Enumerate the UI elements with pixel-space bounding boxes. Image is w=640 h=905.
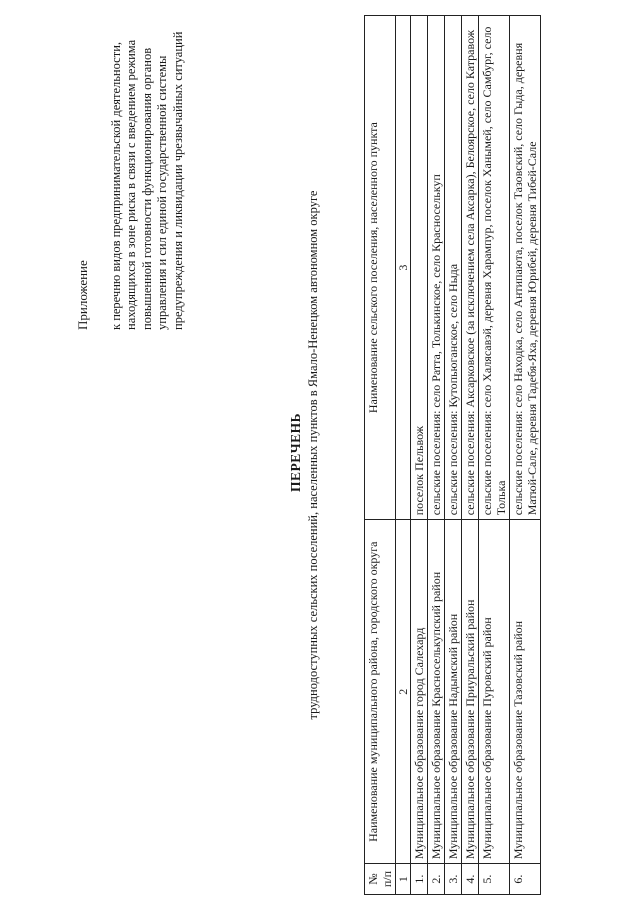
row-settlements: сельские поселения: село Ратта, Толькинское, село Красноселькуп xyxy=(428,16,445,520)
row-settlements: сельские поселения: село Халясавэй, деревня Харампур, поселок Ханымей, село Самбург, село Толька xyxy=(479,16,510,520)
table-row xyxy=(411,16,428,895)
row-settlements: сельские поселения: село Находка, село Антипаюта, поселок Тазовский, село Гыда, деревня Матюй-Сале, деревня Тадебя-Яха, деревня Юрибей, деревня Тибей-Сале xyxy=(510,16,541,520)
row-municipality: Муниципальное образование Красноселькупский район xyxy=(428,520,445,864)
row-municipality: Муниципальное образование Надымский район xyxy=(445,520,462,864)
appendix-text: к перечню видов предпринимательской деятельности, находящихся в зоне риска в связи с введением режима повышенной готовности функционирования органов управления и сил единой государственной системы предупреждения и ликвидации чрезвычайных ситуаций xyxy=(108,31,185,330)
header-settlements: Наименование сельского поселения, населенного пункта xyxy=(365,16,396,520)
row-number: 5. xyxy=(479,864,510,895)
index-cell: 2 xyxy=(396,520,411,864)
header-municipality: Наименование муниципального района, городского округа xyxy=(365,520,396,864)
row-settlements: сельские поселения: Аксарковское (за исключением села Аксарка), Белоярское, село Катравож xyxy=(462,16,479,520)
table-index-row xyxy=(396,16,411,895)
table-row xyxy=(462,16,479,895)
index-cell: 3 xyxy=(396,16,411,520)
settlements-table xyxy=(364,15,541,895)
table-row xyxy=(510,16,541,895)
row-number: 2. xyxy=(428,864,445,895)
table-row xyxy=(479,16,510,895)
row-settlements: сельские поселения: Кутопьюганское, село Ныда xyxy=(445,16,462,520)
row-number: 1. xyxy=(411,864,428,895)
header-number: № п/п xyxy=(365,864,396,895)
table-row xyxy=(445,16,462,895)
table-header-row xyxy=(365,16,396,895)
appendix-title: Приложение xyxy=(75,260,90,330)
row-settlements: поселок Пельвож xyxy=(411,16,428,520)
row-municipality: Муниципальное образование город Салехард xyxy=(411,520,428,864)
row-number: 6. xyxy=(510,864,541,895)
row-municipality: Муниципальное образование Приуральский район xyxy=(462,520,479,864)
table-row xyxy=(428,16,445,895)
appendix-block xyxy=(75,30,186,330)
row-municipality: Муниципальное образование Пуровский район xyxy=(479,520,510,864)
document-subtitle: труднодоступных сельских поселений, населенных пунктов в Ямало-Ненецком автономном округе xyxy=(306,190,320,720)
index-cell: 1 xyxy=(396,864,411,895)
row-number: 3. xyxy=(445,864,462,895)
document-title: ПЕРЕЧЕНЬ xyxy=(288,412,303,493)
row-municipality: Муниципальное образование Тазовский район xyxy=(510,520,541,864)
row-number: 4. xyxy=(462,864,479,895)
